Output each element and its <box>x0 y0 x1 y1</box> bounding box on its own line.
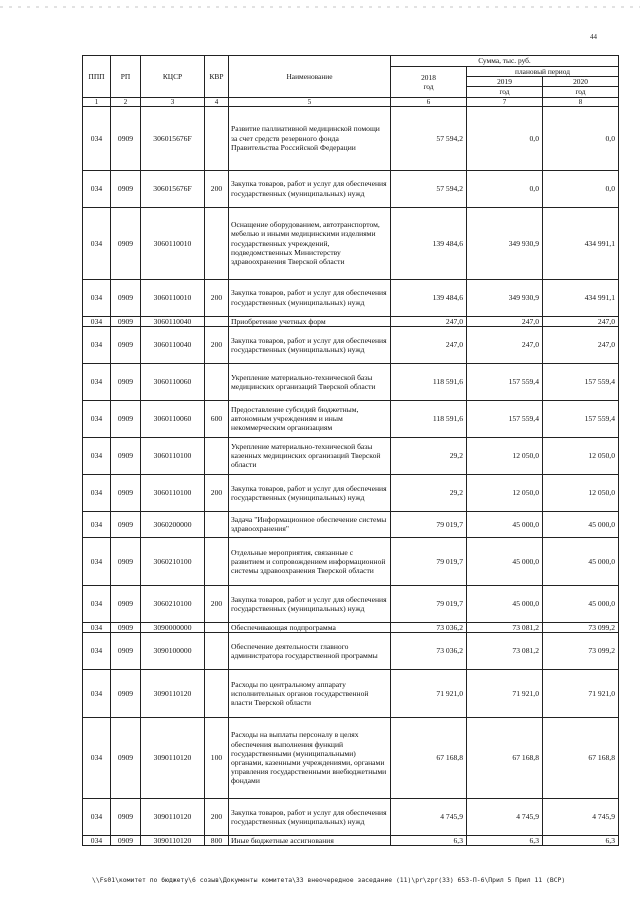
col-number: 2 <box>111 97 141 106</box>
row-kvr <box>205 437 229 474</box>
row-value-2020: 434 991,1 <box>543 279 619 316</box>
row-value-2019: 0,0 <box>467 170 543 207</box>
row-ppp: 034 <box>83 622 111 632</box>
row-ppp: 034 <box>83 363 111 400</box>
row-kvr <box>205 670 229 718</box>
table-row <box>83 836 619 846</box>
table-row <box>83 622 619 632</box>
row-value-2020: 434 991,1 <box>543 207 619 279</box>
row-rp: 0909 <box>111 106 141 170</box>
row-name: Закупка товаров, работ и услуг для обеспечения государственных (муниципальных) нужд <box>229 326 391 363</box>
header-year-2018 <box>391 67 467 98</box>
row-rp: 0909 <box>111 585 141 622</box>
table-row <box>83 326 619 363</box>
row-rp: 0909 <box>111 207 141 279</box>
row-ppp: 034 <box>83 106 111 170</box>
row-kcsr: 3060110040 <box>141 316 205 326</box>
table-row <box>83 207 619 279</box>
row-rp: 0909 <box>111 670 141 718</box>
budget-table <box>82 55 619 846</box>
row-kvr: 200 <box>205 799 229 836</box>
header-year-2020-sub: год <box>543 87 619 97</box>
row-name: Приобретение учетных форм <box>229 316 391 326</box>
row-value-2019: 6,3 <box>467 836 543 846</box>
table-row <box>83 400 619 437</box>
col-number: 5 <box>229 97 391 106</box>
row-value-2018: 118 591,6 <box>391 400 467 437</box>
header-year-2018-sub: год <box>423 81 434 91</box>
row-ppp: 034 <box>83 511 111 537</box>
row-kcsr: 3090110120 <box>141 799 205 836</box>
table-row <box>83 170 619 207</box>
row-rp: 0909 <box>111 537 141 585</box>
row-rp: 0909 <box>111 836 141 846</box>
table-row <box>83 106 619 170</box>
row-value-2018: 139 484,6 <box>391 207 467 279</box>
row-value-2020: 71 921,0 <box>543 670 619 718</box>
row-ppp: 034 <box>83 400 111 437</box>
header-year-2019: 2019 <box>467 77 543 87</box>
row-value-2018: 4 745,9 <box>391 799 467 836</box>
row-kcsr: 3090110120 <box>141 670 205 718</box>
col-number: 7 <box>467 97 543 106</box>
row-kvr <box>205 207 229 279</box>
row-value-2019: 45 000,0 <box>467 537 543 585</box>
row-kcsr: 3060110100 <box>141 474 205 511</box>
table-row <box>83 437 619 474</box>
row-value-2019: 45 000,0 <box>467 511 543 537</box>
row-name: Иные бюджетные ассигнования <box>229 836 391 846</box>
row-kvr <box>205 537 229 585</box>
row-value-2018: 57 594,2 <box>391 106 467 170</box>
row-name: Развитие паллиативной медицинской помощи за счет средств резервного фонда Правительства Российской Федерации <box>229 106 391 170</box>
row-value-2020: 157 559,4 <box>543 400 619 437</box>
row-value-2018: 247,0 <box>391 326 467 363</box>
row-kvr <box>205 633 229 670</box>
row-name: Укрепление материально-технической базы казенных медицинских организаций Тверской области <box>229 437 391 474</box>
row-rp: 0909 <box>111 622 141 632</box>
table-row <box>83 585 619 622</box>
table-row <box>83 799 619 836</box>
row-value-2018: 73 036,2 <box>391 633 467 670</box>
table-row <box>83 279 619 316</box>
row-name: Обеспечение деятельности главного администратора государственной программы <box>229 633 391 670</box>
row-value-2019: 12 050,0 <box>467 474 543 511</box>
row-ppp: 034 <box>83 585 111 622</box>
row-value-2020: 12 050,0 <box>543 437 619 474</box>
row-rp: 0909 <box>111 170 141 207</box>
row-kvr: 200 <box>205 585 229 622</box>
header-year-2019-sub: год <box>467 87 543 97</box>
row-kvr: 200 <box>205 170 229 207</box>
row-name: Закупка товаров, работ и услуг для обеспечения государственных (муниципальных) нужд <box>229 799 391 836</box>
row-value-2019: 247,0 <box>467 326 543 363</box>
row-rp: 0909 <box>111 633 141 670</box>
row-kcsr: 3060110060 <box>141 363 205 400</box>
row-value-2020: 4 745,9 <box>543 799 619 836</box>
row-value-2020: 0,0 <box>543 170 619 207</box>
col-number: 1 <box>83 97 111 106</box>
row-value-2018: 79 019,7 <box>391 537 467 585</box>
row-name: Оснащение оборудованием, автотранспортом, мебелью и иными медицинскими изделиями государственных учреждений, подведомственных Министерству здравоохранения Тверской области <box>229 207 391 279</box>
row-value-2018: 57 594,2 <box>391 170 467 207</box>
row-kvr: 600 <box>205 400 229 437</box>
row-kcsr: 3060110010 <box>141 207 205 279</box>
header-rp: РП <box>111 56 141 98</box>
row-value-2020: 45 000,0 <box>543 537 619 585</box>
row-value-2020: 0,0 <box>543 106 619 170</box>
row-value-2020: 45 000,0 <box>543 511 619 537</box>
row-name: Расходы на выплаты персоналу в целях обеспечения выполнения функций государственными (муниципальными) органами, казенными учреждениями, органами управления государственными внебюджетными фондами <box>229 718 391 799</box>
row-kvr: 200 <box>205 279 229 316</box>
header-year-2020: 2020 <box>543 77 619 87</box>
header-sum: Сумма, тыс. руб. <box>391 56 619 67</box>
row-rp: 0909 <box>111 474 141 511</box>
row-value-2020: 73 099,2 <box>543 622 619 632</box>
row-kvr <box>205 316 229 326</box>
row-ppp: 034 <box>83 279 111 316</box>
row-ppp: 034 <box>83 474 111 511</box>
col-number: 6 <box>391 97 467 106</box>
row-value-2019: 73 081,2 <box>467 633 543 670</box>
row-value-2020: 247,0 <box>543 316 619 326</box>
row-kcsr: 3090100000 <box>141 633 205 670</box>
row-kcsr: 3060210100 <box>141 585 205 622</box>
row-value-2019: 349 930,9 <box>467 207 543 279</box>
col-number: 3 <box>141 97 205 106</box>
row-value-2020: 45 000,0 <box>543 585 619 622</box>
page-number: 44 <box>590 33 597 41</box>
row-name: Обеспечивающая подпрограмма <box>229 622 391 632</box>
row-value-2018: 67 168,8 <box>391 718 467 799</box>
row-rp: 0909 <box>111 799 141 836</box>
header-plan-period: плановый период <box>467 67 619 77</box>
row-kvr: 200 <box>205 474 229 511</box>
row-value-2019: 73 081,2 <box>467 622 543 632</box>
row-rp: 0909 <box>111 279 141 316</box>
row-kcsr: 3060110040 <box>141 326 205 363</box>
row-rp: 0909 <box>111 400 141 437</box>
row-kvr <box>205 363 229 400</box>
row-value-2019: 157 559,4 <box>467 400 543 437</box>
row-name: Предоставление субсидий бюджетным, автономным учреждениям и иным некоммерческим организациям <box>229 400 391 437</box>
row-name: Отдельные мероприятия, связанные с развитием и сопровождением информационной системы здравоохранения Тверской области <box>229 537 391 585</box>
row-ppp: 034 <box>83 633 111 670</box>
row-kvr <box>205 622 229 632</box>
row-name: Укрепление материально-технической базы медицинских организаций Тверской области <box>229 363 391 400</box>
row-name: Расходы по центральному аппарату исполнительных органов государственной власти Тверской области <box>229 670 391 718</box>
col-number: 8 <box>543 97 619 106</box>
row-value-2018: 6,3 <box>391 836 467 846</box>
row-name: Закупка товаров, работ и услуг для обеспечения государственных (муниципальных) нужд <box>229 474 391 511</box>
row-value-2018: 79 019,7 <box>391 511 467 537</box>
row-name: Закупка товаров, работ и услуг для обеспечения государственных (муниципальных) нужд <box>229 170 391 207</box>
row-value-2020: 6,3 <box>543 836 619 846</box>
row-kcsr: 3090000000 <box>141 622 205 632</box>
row-value-2019: 157 559,4 <box>467 363 543 400</box>
row-value-2019: 45 000,0 <box>467 585 543 622</box>
row-ppp: 034 <box>83 170 111 207</box>
file-path-footer: \\Fs01\комитет по бюджету\6 созыв\Документы комитета\33 внеочередное заседание (11)\pr\zpr(33) 653-П-6\Прил 5 Прил 11 (ВСР) <box>92 876 566 884</box>
row-ppp: 034 <box>83 670 111 718</box>
row-kcsr: 3060210100 <box>141 537 205 585</box>
row-value-2018: 79 019,7 <box>391 585 467 622</box>
row-kvr <box>205 106 229 170</box>
row-kvr: 100 <box>205 718 229 799</box>
table-row <box>83 316 619 326</box>
row-kcsr: 3060200000 <box>141 511 205 537</box>
row-ppp: 034 <box>83 437 111 474</box>
row-kvr: 800 <box>205 836 229 846</box>
row-value-2020: 73 099,2 <box>543 633 619 670</box>
header-kvr: КВР <box>205 56 229 98</box>
table-row <box>83 474 619 511</box>
header-year-2018-value: 2018 <box>421 72 436 82</box>
row-value-2018: 71 921,0 <box>391 670 467 718</box>
row-ppp: 034 <box>83 207 111 279</box>
row-kcsr: 306015676F <box>141 106 205 170</box>
row-ppp: 034 <box>83 799 111 836</box>
row-value-2018: 118 591,6 <box>391 363 467 400</box>
table-row <box>83 511 619 537</box>
row-name: Задача "Информационное обеспечение системы здравоохранения" <box>229 511 391 537</box>
row-rp: 0909 <box>111 437 141 474</box>
row-kcsr: 3060110100 <box>141 437 205 474</box>
row-value-2020: 67 168,8 <box>543 718 619 799</box>
row-ppp: 034 <box>83 836 111 846</box>
scan-artifact-line <box>0 6 640 8</box>
header-name: Наименование <box>229 56 391 98</box>
row-rp: 0909 <box>111 511 141 537</box>
table-row <box>83 670 619 718</box>
header-kcsr: КЦСР <box>141 56 205 98</box>
table-row <box>83 537 619 585</box>
row-kcsr: 3090110120 <box>141 836 205 846</box>
row-value-2020: 12 050,0 <box>543 474 619 511</box>
row-ppp: 034 <box>83 326 111 363</box>
table-row <box>83 633 619 670</box>
row-rp: 0909 <box>111 363 141 400</box>
row-rp: 0909 <box>111 718 141 799</box>
row-value-2019: 247,0 <box>467 316 543 326</box>
row-value-2020: 157 559,4 <box>543 363 619 400</box>
row-ppp: 034 <box>83 718 111 799</box>
header-ppp: ППП <box>83 56 111 98</box>
row-ppp: 034 <box>83 316 111 326</box>
row-value-2018: 73 036,2 <box>391 622 467 632</box>
row-kcsr: 3060110060 <box>141 400 205 437</box>
row-kcsr: 306015676F <box>141 170 205 207</box>
row-value-2019: 71 921,0 <box>467 670 543 718</box>
row-value-2020: 247,0 <box>543 326 619 363</box>
col-number: 4 <box>205 97 229 106</box>
row-value-2018: 29,2 <box>391 474 467 511</box>
table-row <box>83 363 619 400</box>
row-name: Закупка товаров, работ и услуг для обеспечения государственных (муниципальных) нужд <box>229 585 391 622</box>
row-kcsr: 3060110010 <box>141 279 205 316</box>
row-value-2019: 67 168,8 <box>467 718 543 799</box>
row-value-2018: 139 484,6 <box>391 279 467 316</box>
row-name: Закупка товаров, работ и услуг для обеспечения государственных (муниципальных) нужд <box>229 279 391 316</box>
row-value-2019: 4 745,9 <box>467 799 543 836</box>
row-value-2018: 247,0 <box>391 316 467 326</box>
row-ppp: 034 <box>83 537 111 585</box>
row-rp: 0909 <box>111 316 141 326</box>
table-row <box>83 718 619 799</box>
row-value-2019: 12 050,0 <box>467 437 543 474</box>
row-kvr <box>205 511 229 537</box>
row-value-2019: 0,0 <box>467 106 543 170</box>
row-rp: 0909 <box>111 326 141 363</box>
row-value-2019: 349 930,9 <box>467 279 543 316</box>
row-kvr: 200 <box>205 326 229 363</box>
row-kcsr: 3090110120 <box>141 718 205 799</box>
row-value-2018: 29,2 <box>391 437 467 474</box>
